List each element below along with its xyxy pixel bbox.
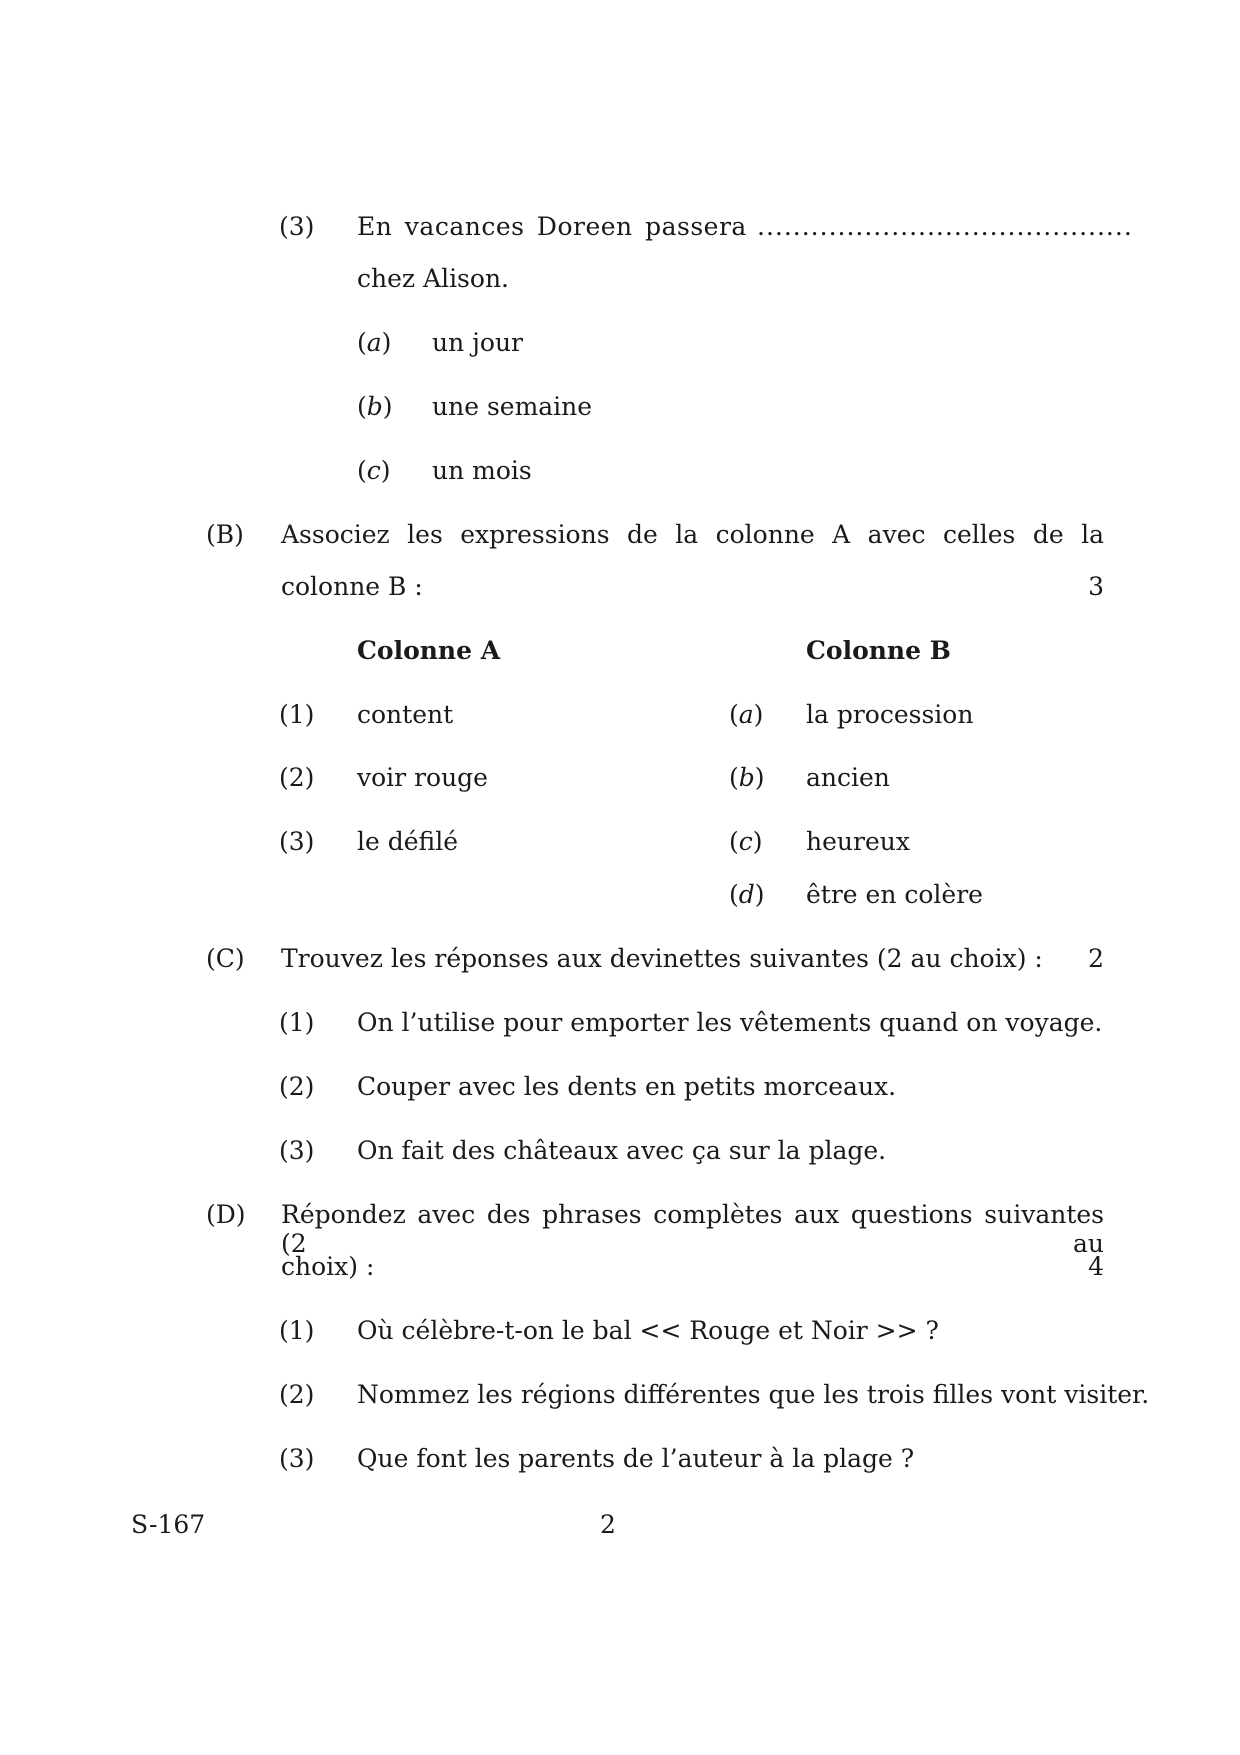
question-text: Où célèbre-t-on le bal << Rouge et Noir >> ? — [357, 1316, 939, 1345]
column-a-number: (1) — [279, 700, 315, 729]
column-a-item: content — [357, 700, 454, 729]
question-number: (2) — [279, 1380, 315, 1409]
section-label-d: (D) — [206, 1200, 246, 1229]
column-b-item: être en colère — [806, 880, 983, 909]
section-b-instruction: Associez les expressions de la colonne A avec celles de la — [281, 520, 1104, 549]
question-number: (3) — [279, 212, 315, 241]
section-label-c: (C) — [206, 944, 245, 973]
paper-code: S-167 — [131, 1510, 206, 1539]
column-b-letter: (a) — [729, 700, 764, 729]
column-b-letter: (d) — [729, 880, 765, 909]
marks: 2 — [1088, 944, 1104, 973]
question-number: (3) — [279, 1444, 315, 1473]
page-number: 2 — [600, 1510, 616, 1539]
riddle-number: (2) — [279, 1072, 315, 1101]
answer-blank: .......................................... — [757, 212, 1133, 241]
section-c-instruction: Trouvez les réponses aux devinettes suivantes (2 au choix) : — [281, 944, 1043, 973]
riddle-text: On l’utilise pour emporter les vêtements quand on voyage. — [357, 1008, 1103, 1037]
question-text-continuation: chez Alison. — [357, 264, 509, 293]
question-text: En vacances Doreen passera — [357, 212, 747, 241]
column-b-header: Colonne B — [806, 636, 951, 665]
column-a-number: (2) — [279, 763, 315, 792]
option-label: (b) — [357, 392, 393, 421]
section-d-instruction-continuation: choix) : — [281, 1252, 375, 1281]
column-a-header: Colonne A — [357, 636, 501, 665]
option-text: un jour — [432, 328, 524, 357]
question-text: Nommez les régions différentes que les trois filles vont visiter. — [357, 1380, 1150, 1409]
column-b-letter: (c) — [729, 827, 763, 856]
riddle-text: Couper avec les dents en petits morceaux. — [357, 1072, 897, 1101]
column-b-item: la procession — [806, 700, 974, 729]
option-label: (a) — [357, 328, 392, 357]
option-label: (c) — [357, 456, 391, 485]
column-b-item: heureux — [806, 827, 910, 856]
section-b-instruction-continuation: colonne B : — [281, 572, 423, 601]
column-a-item: le défilé — [357, 827, 459, 856]
column-a-item: voir rouge — [357, 763, 488, 792]
option-text: une semaine — [432, 392, 593, 421]
riddle-number: (3) — [279, 1136, 315, 1165]
riddle-text: On fait des châteaux avec ça sur la plage. — [357, 1136, 887, 1165]
column-b-item: ancien — [806, 763, 890, 792]
column-b-letter: (b) — [729, 763, 765, 792]
question-number: (1) — [279, 1316, 315, 1345]
marks: 4 — [1088, 1252, 1104, 1281]
option-text: un mois — [432, 456, 532, 485]
section-label-b: (B) — [206, 520, 244, 549]
section-d-instruction: Répondez avec des phrases complètes aux questions suivantes (2 au — [281, 1200, 1104, 1258]
question-text: Que font les parents de l’auteur à la plage ? — [357, 1444, 915, 1473]
column-a-number: (3) — [279, 827, 315, 856]
marks: 3 — [1088, 572, 1104, 601]
riddle-number: (1) — [279, 1008, 315, 1037]
